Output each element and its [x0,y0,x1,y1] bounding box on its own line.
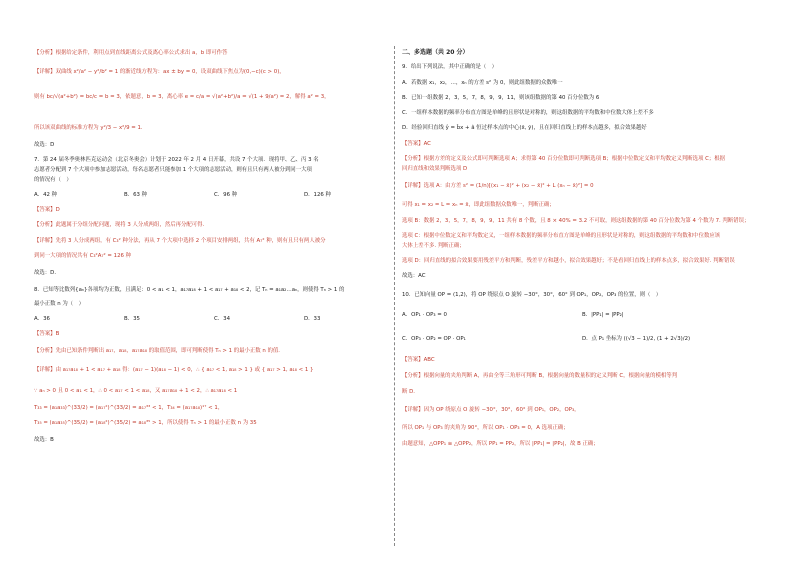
q6-analysis: 【分析】根据给定条件，利用点到直线距离公式及离心率公式求出 a，b 即可作答 [34,50,228,56]
q9-option-d: D．经验回归直线 ŷ = b̂x + â 恒过样本点的中心(x̄, ȳ)，且在回归直线上的样本点越多，拟合效果越好 [402,125,647,131]
q7-detail-2: 到同一大项的情况共有 C₃²A₇² = 126 种 [34,253,132,259]
q8-detail-1: 【详解】由 a₁₇a₁₈ + 1 < a₁₇ + a₁₈ 得：(a₁₇ − 1)(a₁₈ − 1) < 0，∴ { a₁₇ < 1, a₁₈ > 1 } 或 { a₁₇ > 1, a₁₈ < 1 } [34,367,314,373]
q8-detail-3: T₃₃ = (a₁a₃₃)^(33/2) = (a₁₇²)^(33/2) = a₁₇³³ < 1，T₃₄ = (a₁₇a₁₈)¹⁷ < 1， [34,405,224,411]
q7-pick: 故选：D． [34,270,60,276]
q7-stem-1: 7．第 24 届冬季奥林匹克运动会（北京冬奥会）计划于 2022 年 2 月 4 日开幕，共设 7 个大项．现将甲、乙、丙 3 名 [34,157,319,163]
q9-detail-4: 选项 C：根据中位数定义和平均数定义，一组样本数据的频率分布直方图是单峰的且形状是对称的，则这组数据的平均数和中位数应该 [402,233,721,239]
q7-option-c: C．96 种 [214,192,238,198]
q8-answer: 【答案】B [34,331,60,337]
q7-option-a: A．42 种 [34,192,58,198]
q7-analysis: 【分析】此题属于分组分配问题，现将 3 人分成两组，然后再分配可得. [34,222,205,228]
section-title: 二、多选题（共 20 分） [402,49,469,56]
q9-analysis-2: 回归直线和效果判断选项 D [402,166,468,172]
q7-stem-2: 志愿者分配到 7 个大项中参加志愿活动，每名志愿者只能参加 1 个大项的志愿活动，则有且只有两人被分到同一大项 [34,167,312,173]
q8-option-c: C．34 [214,316,231,322]
q9-stem: 9．给出下列说法，其中正确的是（ ） [402,64,498,70]
q8-stem-1: 8．已知等比数列{aₙ}各项均为正数，且满足：0 < a₁ < 1，a₁₇a₁₈ + 1 < a₁₇ + a₁₈ < 2，记 Tₙ = a₁a₂…aₙ，则使得 Tₙ > 1 的 [34,287,345,293]
q7-detail-1: 【详解】先将 3 人分成两组，有 C₃² 种分法，再从 7 个大项中选择 2 个项目安排两组，共有 A₇² 种，则有且只有两人被分 [34,238,326,244]
q9-option-b: B．已知一组数据 2，3，5，7，8，9，9，11，则该组数据的第 40 百分位数为 6 [402,95,600,101]
left-column [34,0,386,562]
q10-analysis-1: 【分析】根据向量的夹角判断 A，再由全等三角形可判断 B，根据向量的数量积的定义判断 C，根据向量的模相等判 [402,373,678,379]
q6-detail-1: 【详解】双曲线 x²/a² − y²/b² = 1 的渐近线方程为：ax ± by = 0，设双曲线下焦点为(0,−c)(c > 0)， [34,69,285,75]
q10-option-a: A．OP₁ · OP₃ = 0 [402,312,447,318]
q8-option-d: D．33 [304,316,321,322]
q10-detail-2: 所以 OP₁ 与 OP₃ 的夹角为 90°，所以 OP₁ · OP₃ = 0，A 选项正确； [402,425,569,431]
q8-option-b: B．35 [124,316,140,322]
q9-detail-6: 选项 D：回归直线的拟合效果要用残差平方和判断，残差平方和越小，拟合效果越好；不是看回归直线上的样本点多，拟合效果好. 判断错误 [402,258,735,264]
q10-detail-3: 由题意知，△OPP₁ ≅ △OPP₂，所以 PP₁ = PP₂，所以 |PP₁| = |PP₂|，故 B 正确； [402,441,599,447]
q9-detail-1: 【详解】选项 A：由方差 s² = (1/n)[(x₁ − x̄)² + (x₂ − x̄)² + L (xₙ − x̄)²] = 0 [402,183,594,189]
q9-detail-5: 大体上差不多. 判断正确； [402,243,465,249]
q10-answer: 【答案】ABC [402,357,435,363]
q10-option-d: D．点 P₁ 坐标为 ((√3 − 1)/2, (1 + 2√3)/2) [582,336,691,342]
q8-detail-2: ∵ aₙ > 0 且 0 < a₁ < 1，∴ 0 < a₁₇ < 1 < a₁₈，又 a₁₇a₁₈ + 1 < 2，∴ a₁₇a₁₈ < 1 [34,388,238,394]
q10-detail-1: 【详解】因为 OP 绕原点 O 旋转 −30°，30°，60° 到 OP₁，OP₂，OP₃， [402,407,580,413]
q7-stem-3: 的情况有（ ） [34,177,72,183]
q9-answer: 【答案】AC [402,141,431,147]
q8-detail-4: T₃₅ = (a₁a₃₅)^(35/2) = (a₁₈²)^(35/2) = a₁₈³⁵ > 1，所以使得 Tₙ > 1 的最小正数 n 为 35 [34,420,257,426]
q6-detail-2: 则有 bc/√(a²+b²) = bc/c = b = 3，依题意，b = 3，离心率 e = c/a = √(a²+b²)/a = √(1 + 9/a²) = 2，解得 a² = 3， [34,94,330,100]
q10-option-b: B．|PP₁| = |PP₂| [582,312,624,318]
q7-option-d: D．126 种 [304,192,331,198]
q6-pick: 故选：D [34,142,55,148]
column-divider [394,46,395,546]
q9-detail-3: 选项 B：数据 2，3，5，7，8，9，9，11 共有 8 个数，且 8 × 40% = 3.2 不可取，则这组数据的第 40 百分位数为第 4 个数为 7. 判断错误； [402,218,750,224]
q10-stem: 10．已知向量 OP = (1,2)，将 OP 绕原点 O 旋转 −30°，30°，60° 到 OP₁，OP₂，OP₃ 的位置，则（ ） [402,292,662,298]
q8-analysis: 【分析】先由已知条件判断出 a₁₇，a₁₈，a₁₇a₁₈ 的取值范围，即可判断使得 Tₙ > 1 的最小正数 n 的值. [34,348,281,354]
q8-stem-2: 最小正数 n 为（ ） [34,301,84,307]
q7-option-b: B．63 种 [124,192,148,198]
right-column [402,0,762,562]
q6-detail-3: 所以该双曲线的标准方程为 y²/3 − x²/9 = 1. [34,125,143,131]
q9-option-c: C．一组样本数据的频率分布直方图是单峰的且形状是对称的，则这组数据的平均数和中位数大体上差不多 [402,110,654,116]
q7-answer: 【答案】D [34,207,60,213]
q10-option-c: C．OP₃ · OP₂ = OP · OP₁ [402,336,466,342]
q9-analysis-1: 【分析】根据方差的定义及公式即可判断选项 A；求得第 40 百分位数即可判断选项 B；根据中位数定义和平均数定义判断选项 C；根据 [402,156,726,162]
q9-pick: 故选：AC [402,273,426,279]
q8-option-a: A．36 [34,316,50,322]
q9-detail-2: 可得 x₁ = x₂ = L = xₙ = x̄，即此组数据众数唯一，判断正确； [402,202,555,208]
q10-analysis-2: 断 D. [402,389,415,395]
q9-option-a: A．若数据 x₁，x₂，…，xₙ 的方差 s² 为 0，则此组数据的众数唯一 [402,80,563,86]
q8-pick: 故选：B [34,437,54,443]
